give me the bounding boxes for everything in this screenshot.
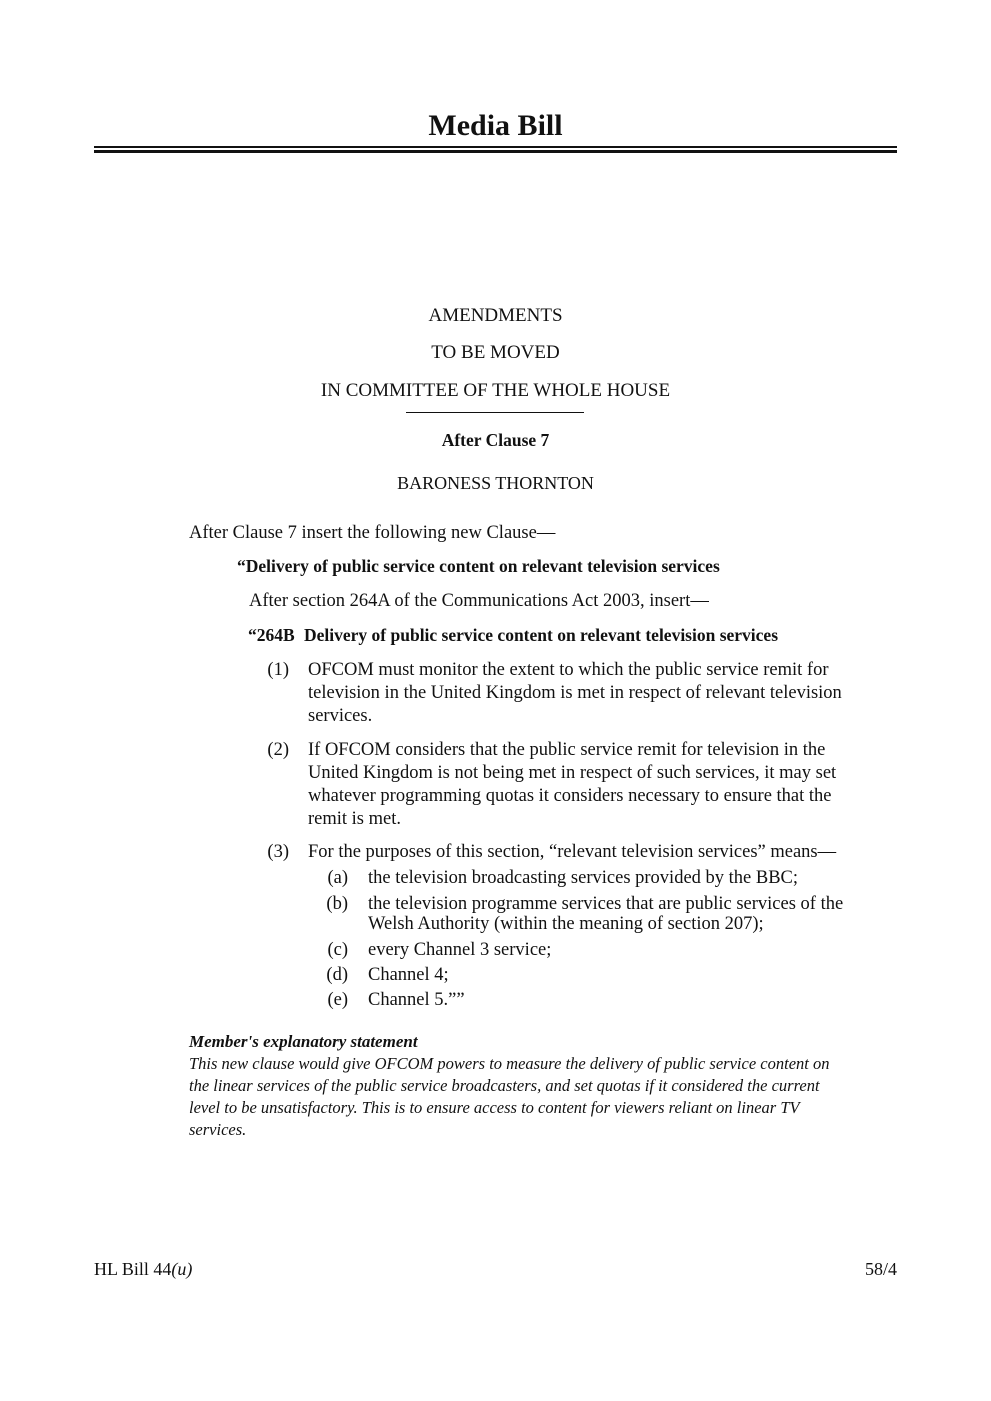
paragraph-number: (a) bbox=[327, 868, 348, 888]
subsection-number: (1) bbox=[267, 660, 289, 680]
heading-divider bbox=[406, 412, 584, 413]
paragraph-line: Welsh Authority (within the meaning of section 207); bbox=[368, 914, 764, 934]
explanatory-line: services. bbox=[189, 1120, 247, 1139]
bill-reference-prefix: HL Bill 44 bbox=[94, 1259, 172, 1279]
paragraph-number: (d) bbox=[326, 965, 348, 985]
subsection-line: services. bbox=[308, 706, 373, 726]
paragraph-line: the television broadcasting services provided by the BBC; bbox=[368, 868, 799, 888]
subsection-number: (2) bbox=[267, 740, 289, 760]
intro-line: After Clause 7 insert the following new Clause— bbox=[189, 523, 556, 543]
subsection-line: United Kingdom is not being met in respect of such services, it may set bbox=[308, 763, 837, 783]
heading-line-2: TO BE MOVED bbox=[431, 342, 560, 363]
document-title: Media Bill bbox=[428, 109, 563, 142]
explanatory-line: This new clause would give OFCOM powers to measure the delivery of public service content on bbox=[189, 1054, 830, 1073]
paragraph-line: the television programme services that are public services of the bbox=[368, 894, 844, 914]
subsection-line: whatever programming quotas it considers necessary to ensure that the bbox=[308, 786, 832, 806]
heading-line-3: IN COMMITTEE OF THE WHOLE HOUSE bbox=[320, 380, 671, 401]
title-rule-thick bbox=[94, 150, 897, 153]
title-rule-thin bbox=[94, 146, 897, 148]
explanatory-heading: Member's explanatory statement bbox=[189, 1032, 418, 1051]
paragraph-line: Channel 4; bbox=[368, 965, 449, 985]
subsection-line: television in the United Kingdom is met in respect of relevant television bbox=[308, 683, 842, 703]
bill-reference-suffix: (u) bbox=[171, 1259, 193, 1279]
explanatory-line: the linear services of the public service broadcasters, and set quotas if it considered the current bbox=[189, 1076, 820, 1095]
section-title: Delivery of public service content on relevant television services bbox=[304, 625, 779, 645]
new-clause-title: “Delivery of public service content on relevant television services bbox=[237, 556, 720, 576]
page-reference: 58/4 bbox=[864, 1259, 897, 1279]
subsection-number: (3) bbox=[267, 842, 289, 862]
insert-line: After section 264A of the Communications Act 2003, insert— bbox=[249, 591, 709, 611]
subsection-line: remit is met. bbox=[308, 809, 401, 829]
subsection-line: If OFCOM considers that the public service remit for television in the bbox=[308, 740, 826, 760]
paragraph-number: (b) bbox=[326, 894, 348, 914]
member-name: BARONESS THORNTON bbox=[397, 473, 594, 493]
paragraph-number: (e) bbox=[327, 990, 348, 1010]
section-number: “264B bbox=[248, 625, 295, 645]
subsection-line: OFCOM must monitor the extent to which the public service remit for bbox=[308, 660, 829, 680]
clause-heading: After Clause 7 bbox=[441, 430, 550, 450]
paragraph-number: (c) bbox=[327, 940, 348, 960]
subsection-line: For the purposes of this section, “relevant television services” means— bbox=[308, 842, 837, 862]
explanatory-line: level to be unsatisfactory. This is to ensure access to content for viewers reliant on linear TV bbox=[189, 1098, 800, 1117]
heading-line-1: AMENDMENTS bbox=[428, 305, 563, 326]
paragraph-line: every Channel 3 service; bbox=[368, 940, 552, 960]
bill-reference bbox=[94, 1258, 192, 1280]
paragraph-line: Channel 5.”” bbox=[368, 990, 465, 1010]
